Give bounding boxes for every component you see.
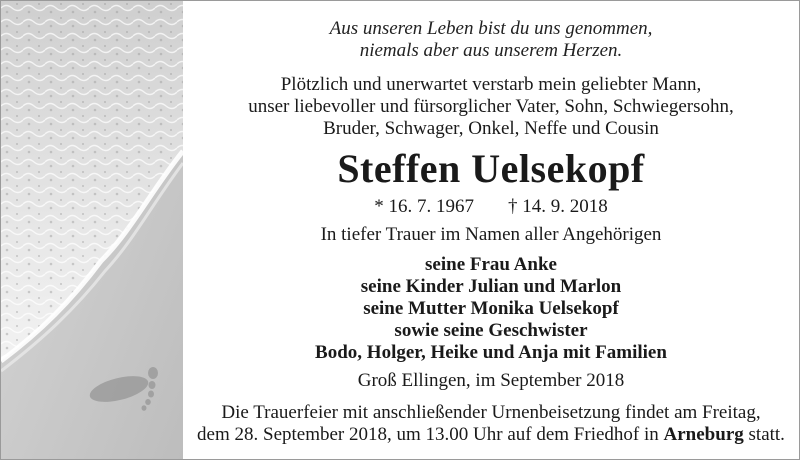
- motto-line-2: niemals aber aus unserem Herzen.: [359, 40, 623, 61]
- funeral-details: dem 28. September 2018, um 13.00 Uhr auf dem Friedhof in: [197, 424, 664, 445]
- mourner-line: Bodo, Holger, Heike und Anja mit Familien: [315, 342, 667, 363]
- place-date: Groß Ellingen, im September 2018: [357, 370, 625, 391]
- deceased-name: Steffen Uelsekopf: [337, 146, 645, 191]
- funeral-place: Arneburg: [663, 424, 744, 445]
- mourner-line: sowie seine Geschwister: [394, 320, 588, 341]
- mourner-line: seine Frau Anke: [425, 254, 557, 275]
- birth-date: * 16. 7. 1967: [374, 196, 474, 217]
- death-date: † 14. 9. 2018: [508, 196, 608, 217]
- announcement-line-3: Bruder, Schwager, Onkel, Neffe und Cousin: [323, 118, 659, 139]
- announcement-line-2: unser liebevoller und fürsorglicher Vater, Sohn, Schwiegersohn,: [248, 96, 734, 117]
- notice-text: [186, 0, 796, 460]
- beach-footprint-image: [1, 1, 183, 459]
- motto-line-1: Aus unseren Leben bist du uns genommen,: [329, 18, 653, 39]
- mourning-intro: In tiefer Trauer im Namen aller Angehörigen: [320, 224, 662, 245]
- announcement-line-1: Plötzlich und unerwartet verstarb mein geliebter Mann,: [280, 74, 702, 95]
- mourner-line: seine Mutter Monika Uelsekopf: [363, 298, 619, 319]
- funeral-line-1: Die Trauerfeier mit anschließender Urnenbeisetzung findet am Freitag,: [221, 402, 761, 423]
- life-dates: [186, 196, 796, 218]
- funeral-line-2: [186, 424, 796, 446]
- mourner-line: seine Kinder Julian und Marlon: [360, 276, 622, 297]
- funeral-end: statt.: [743, 424, 785, 445]
